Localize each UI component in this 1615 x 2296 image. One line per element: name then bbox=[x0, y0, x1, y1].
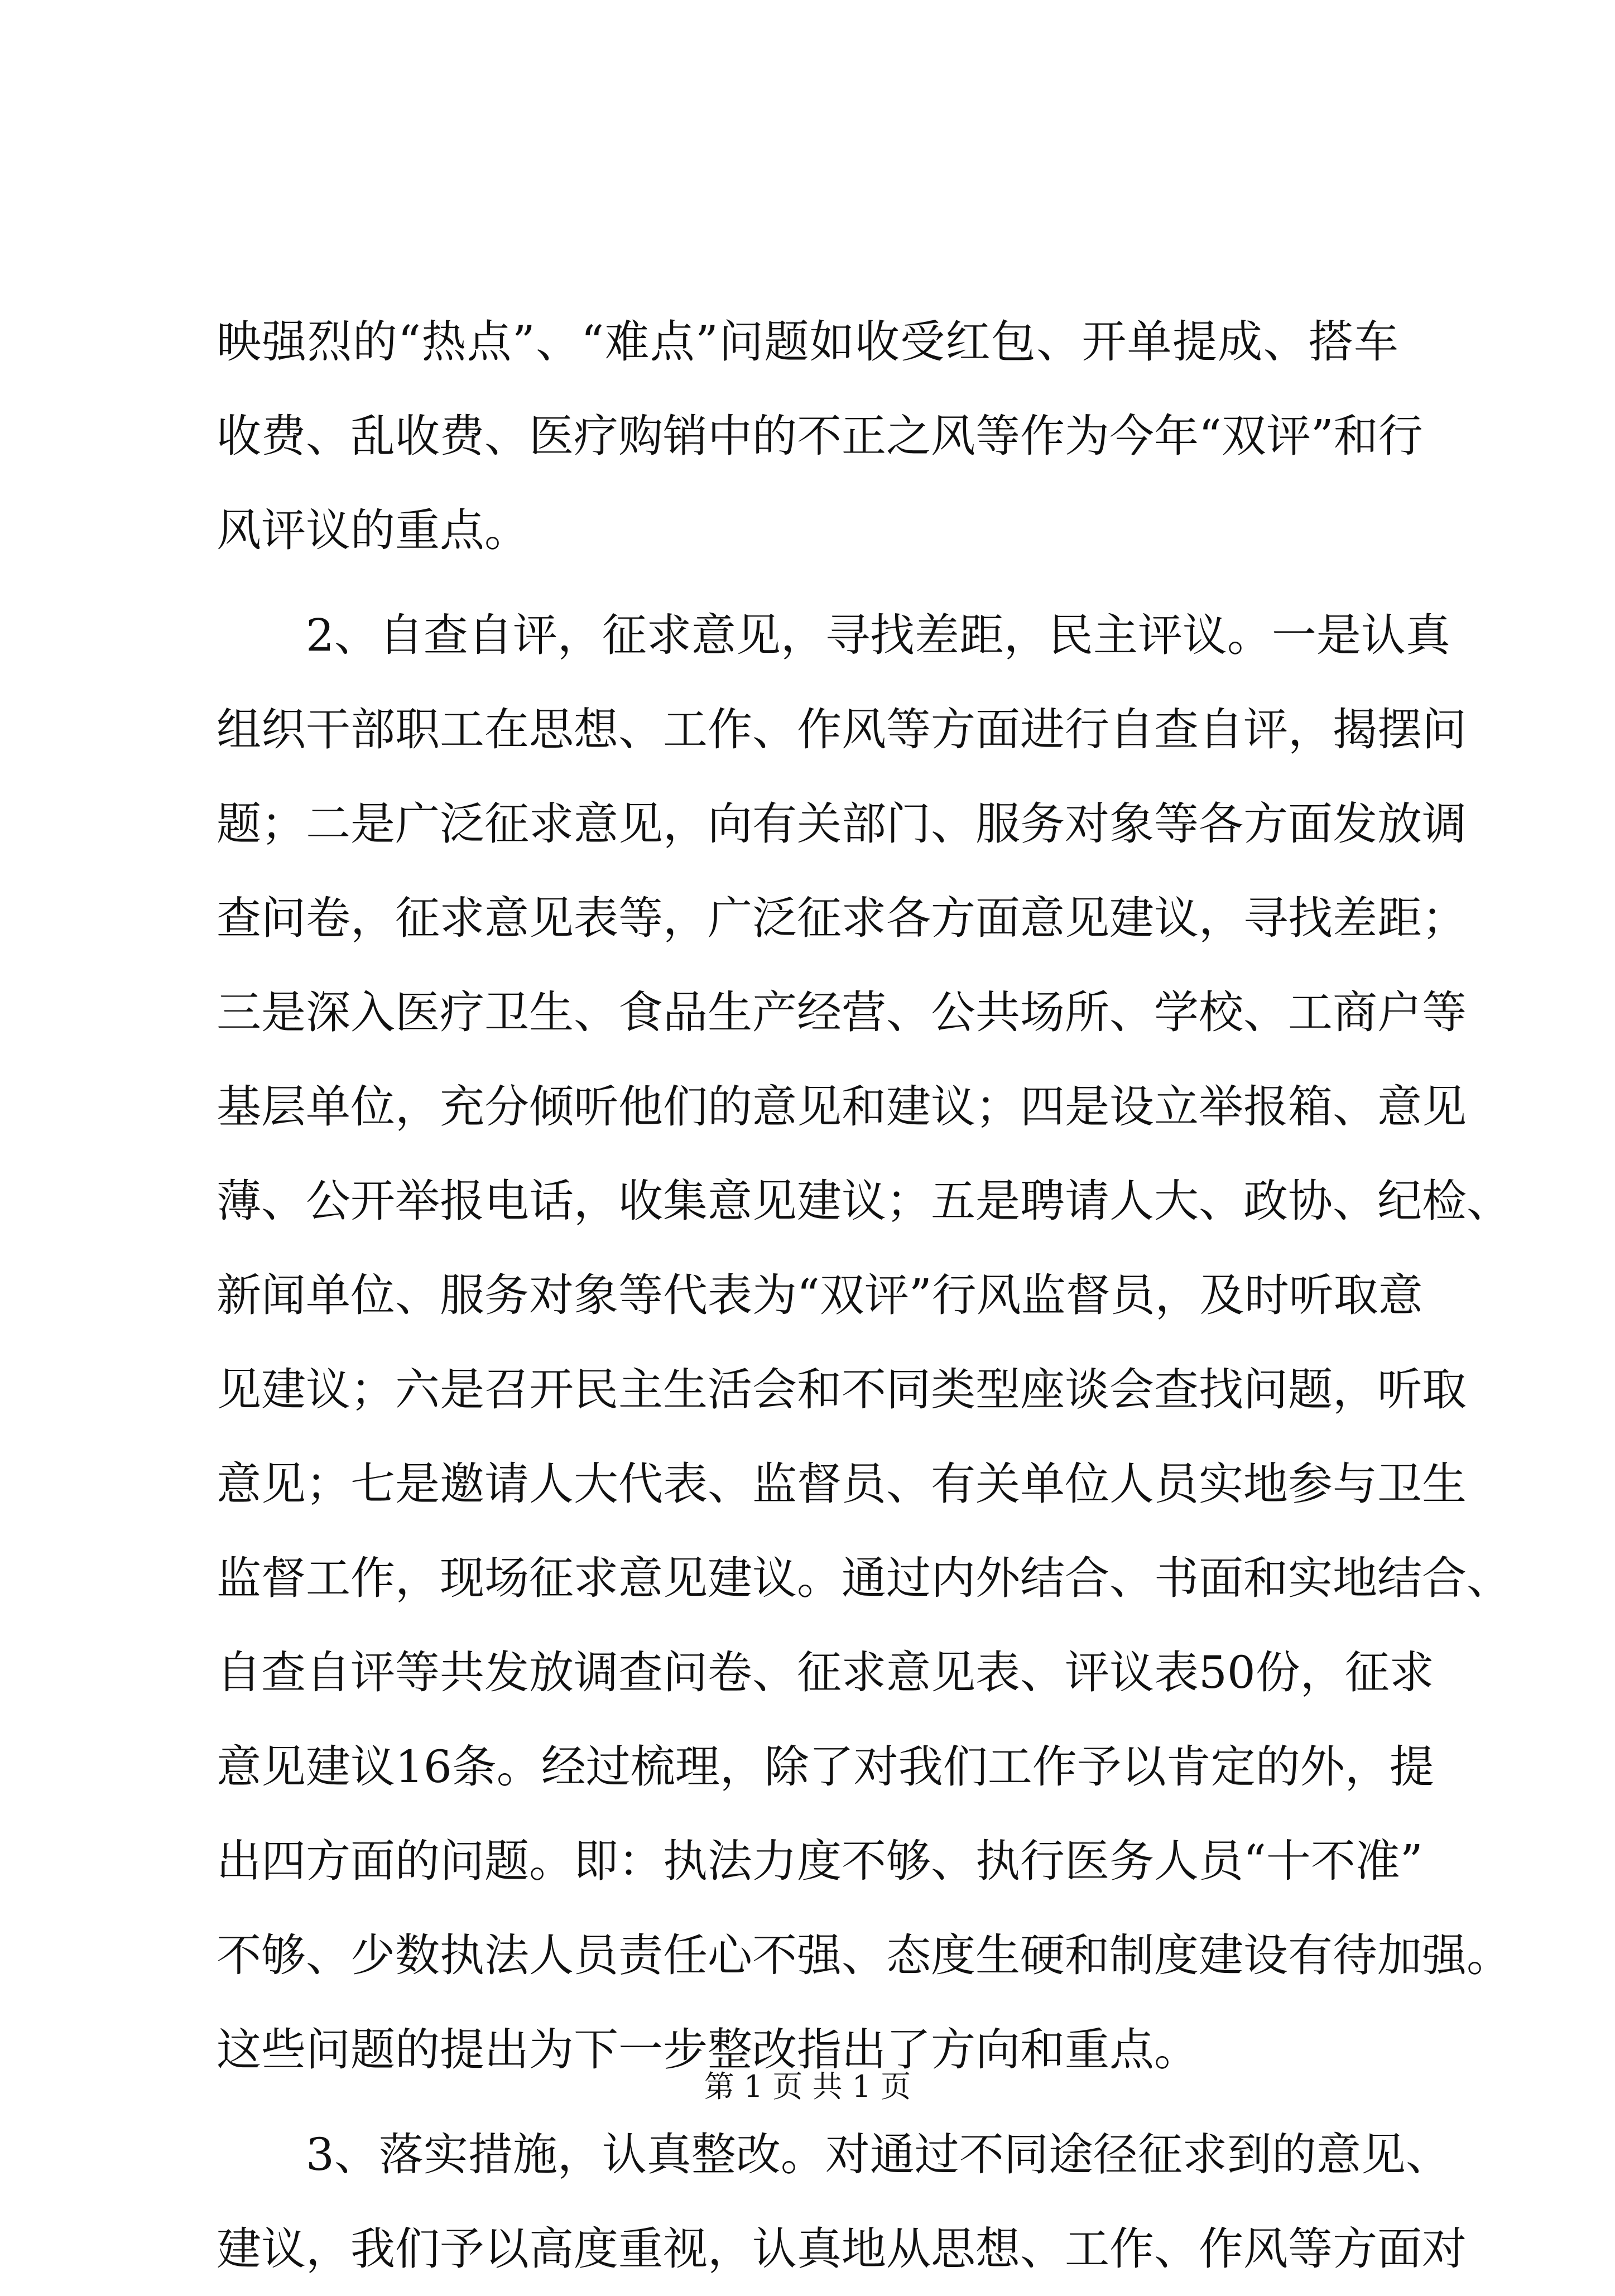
text-line: 风评议的重点。 bbox=[217, 504, 529, 556]
text-line: 不够、少数执法人员责任心不强、态度生硬和制度建设有待加强。 bbox=[217, 1929, 1511, 1981]
paragraph bbox=[217, 295, 1423, 577]
page-number-footer: 第 1 页 共 1 页 bbox=[704, 2069, 911, 2104]
text-line: 查问卷，征求意见表等，广泛征求各方面意见建议，寻找差距； bbox=[217, 892, 1467, 944]
text-line: 监督工作，现场征求意见建议。通过内外结合、书面和实地结合、 bbox=[217, 1552, 1511, 1604]
paragraph bbox=[217, 588, 1511, 2097]
text-line: 映强烈的“热点”、“难点”问题如收受红包、开单提成、搭车 bbox=[217, 316, 1398, 368]
text-line: 3、落实措施，认真整改。对通过不同途径征求到的意见、 bbox=[306, 2129, 1450, 2181]
paragraph-spacing bbox=[217, 577, 1398, 588]
text-line: 薄、公开举报电话，收集意见建议；五是聘请人大、政协、纪检、 bbox=[217, 1175, 1511, 1227]
text-line: 建议，我们予以高度重视，认真地从思想、工作、作风等方面对 bbox=[217, 2223, 1467, 2275]
text-line: 2、自查自评，征求意见，寻找差距，民主评议。一是认真 bbox=[306, 609, 1450, 661]
text-line: 见建议；六是召开民主生活会和不同类型座谈会查找问题，听取 bbox=[217, 1364, 1467, 1416]
document-body bbox=[217, 295, 1511, 2296]
text-line: 出四方面的问题。即：执法力度不够、执行医务人员“十不准” bbox=[217, 1835, 1423, 1887]
text-line: 三是深入医疗卫生、食品生产经营、公共场所、学校、工商户等 bbox=[217, 986, 1467, 1038]
text-line: 新闻单位、服务对象等代表为“双评”行风监督员，及时听取意 bbox=[217, 1269, 1423, 1321]
text-line: 基层单位，充分倾听他们的意见和建议；四是设立举报箱、意见 bbox=[217, 1081, 1467, 1133]
text-line: 意见建议16条。经过梳理，除了对我们工作予以肯定的外，提 bbox=[217, 1741, 1434, 1793]
text-line: 这些问题的提出为下一步整改指出了方向和重点。 bbox=[217, 2024, 1199, 2076]
text-line: 意见；七是邀请人大代表、监督员、有关单位人员实地参与卫生 bbox=[217, 1458, 1467, 1510]
text-line: 组织干部职工在思想、工作、作风等方面进行自查自评，揭摆问 bbox=[217, 704, 1467, 755]
paragraph bbox=[217, 2107, 1467, 2296]
text-line: 收费、乱收费、医疗购销中的不正之风等作为今年“双评”和行 bbox=[217, 410, 1423, 462]
text-line: 题；二是广泛征求意见，向有关部门、服务对象等各方面发放调 bbox=[217, 798, 1467, 850]
text-line: 自查自评等共发放调查问卷、征求意见表、评议表50份，征求 bbox=[217, 1647, 1434, 1698]
